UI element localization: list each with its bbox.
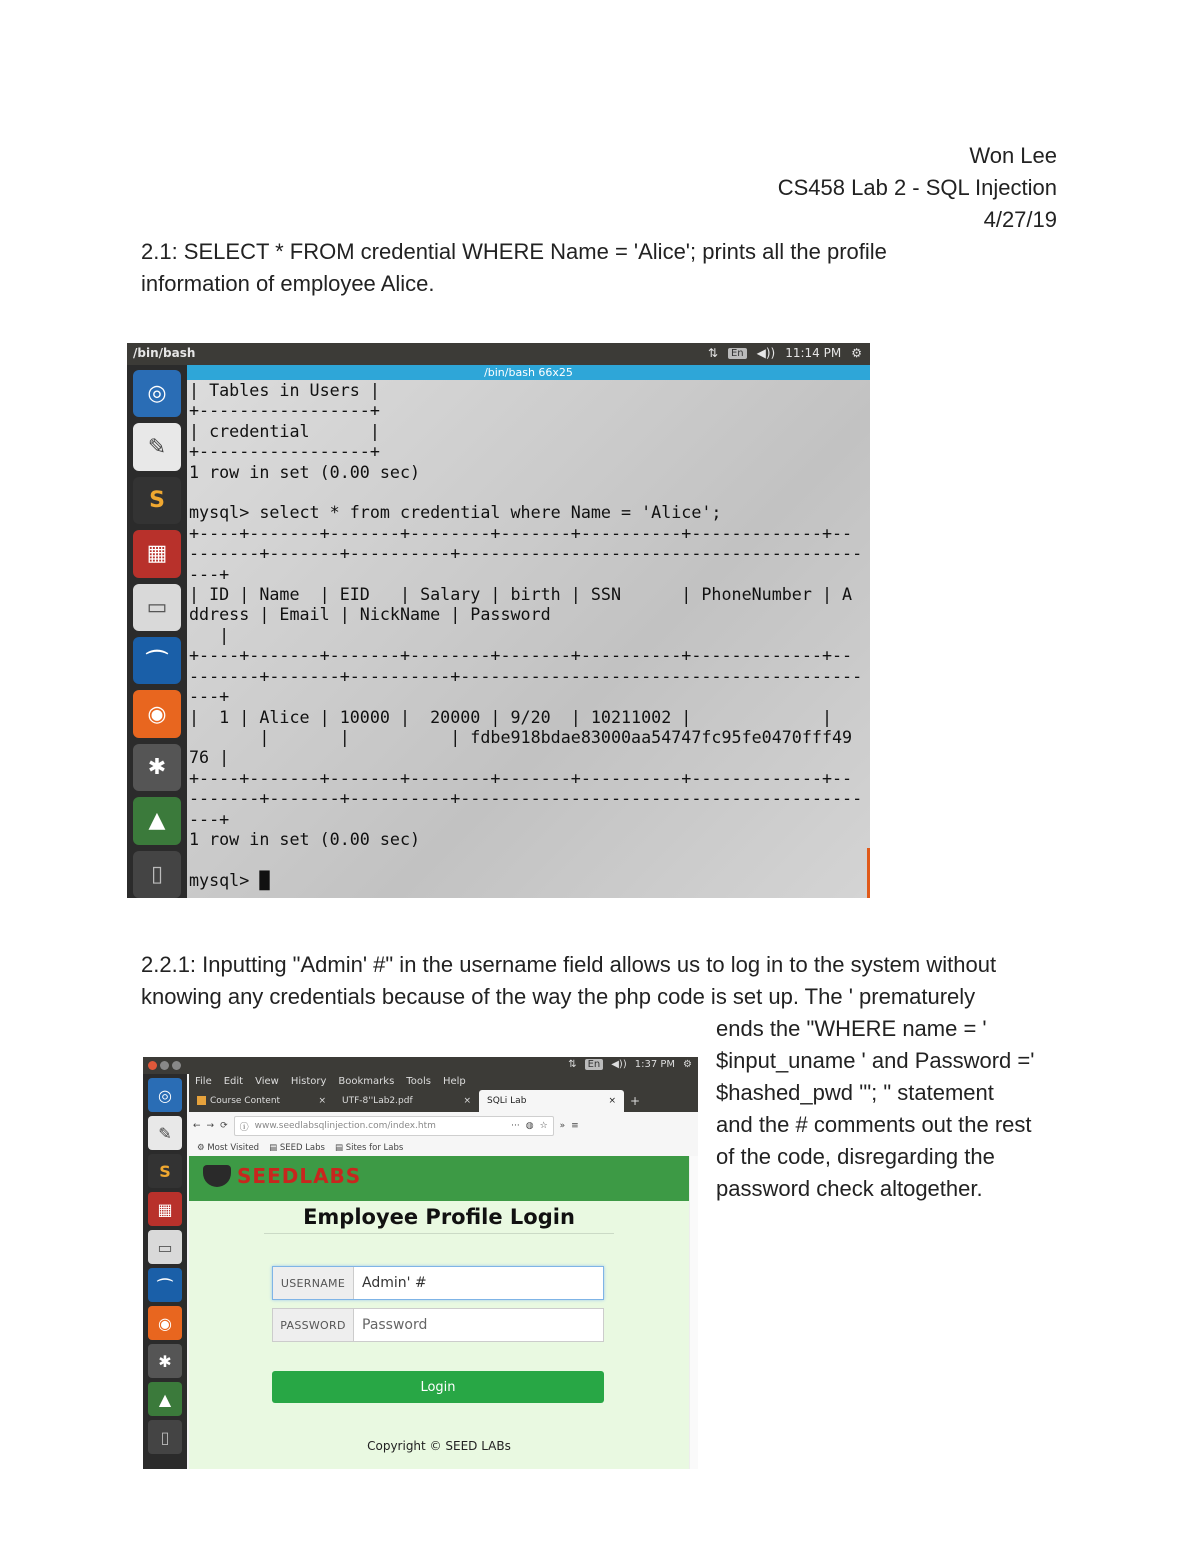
username-label: USERNAME bbox=[273, 1267, 354, 1299]
wireshark-icon[interactable]: ⌒ bbox=[133, 637, 181, 684]
menu-history[interactable]: History bbox=[290, 1076, 327, 1087]
volume-icon[interactable]: ◀)) bbox=[611, 1059, 627, 1070]
bookmarks-bar bbox=[189, 1140, 698, 1156]
files-icon[interactable]: ▭ bbox=[133, 584, 181, 631]
menu-tools[interactable]: Tools bbox=[406, 1076, 431, 1087]
new-tab-icon[interactable]: + bbox=[630, 1094, 641, 1108]
system-indicators bbox=[708, 346, 862, 360]
bookmark-star-icon[interactable]: ☆ bbox=[539, 1121, 548, 1131]
password-label: PASSWORD bbox=[273, 1309, 354, 1341]
launcher-sidebar bbox=[127, 365, 187, 898]
login-button[interactable]: Login bbox=[272, 1371, 604, 1403]
minimize-icon[interactable] bbox=[160, 1061, 169, 1070]
menu-view[interactable]: View bbox=[255, 1076, 279, 1087]
reload-icon[interactable]: ⟳ bbox=[220, 1121, 228, 1131]
software-updater-icon[interactable]: ▲ bbox=[148, 1382, 182, 1416]
overflow-icon[interactable]: » bbox=[559, 1121, 566, 1131]
login-page bbox=[189, 1201, 689, 1469]
tab-label: UTF-8''Lab2.pdf bbox=[342, 1096, 413, 1106]
sublime-text-icon[interactable]: S bbox=[148, 1154, 182, 1188]
paragraph-line: of the code, disregarding the bbox=[716, 1144, 995, 1169]
hamburger-menu-icon[interactable]: ≡ bbox=[571, 1121, 579, 1131]
paragraph-line: knowing any credentials because of the way the php code is set up. The ' prematurely bbox=[141, 984, 976, 1009]
close-tab-icon[interactable]: × bbox=[318, 1096, 326, 1106]
paragraph-line: $hashed_pwd '"; " statement bbox=[716, 1080, 994, 1105]
trash-icon[interactable]: ▯ bbox=[148, 1420, 182, 1454]
navigation-bar bbox=[189, 1112, 698, 1140]
text-editor-icon[interactable]: ✎ bbox=[133, 423, 181, 470]
system-indicators bbox=[568, 1059, 692, 1070]
files-icon[interactable]: ▭ bbox=[148, 1230, 182, 1264]
section-2-2-1-side-text bbox=[716, 1013, 1034, 1205]
page-title: Employee Profile Login bbox=[303, 1205, 575, 1229]
system-top-bar bbox=[143, 1057, 698, 1074]
bookmark-most-visited[interactable]: ⚙ Most Visited bbox=[197, 1143, 260, 1153]
paragraph-line: password check altogether. bbox=[716, 1176, 983, 1201]
tab-lab2-pdf[interactable] bbox=[334, 1090, 479, 1112]
terminal-screenshot bbox=[127, 343, 870, 898]
url-bar[interactable] bbox=[234, 1116, 554, 1136]
url-text: www.seedlabsqlinjection.com/index.htm bbox=[254, 1121, 436, 1131]
system-monitor-icon[interactable]: ▦ bbox=[148, 1192, 182, 1226]
close-icon[interactable] bbox=[148, 1061, 157, 1070]
terminal-output: | Tables in Users | +-----------------+ | credential | +-----------------+ 1 row in set (0.00 sec) mysql> select * from credential where Name = 'Alice'; +----+-------+-------+--------+-------+----------+-------------+-- -------+-------+----------+---------------------------------------- ---+ | ID | Name | EID | Salary | birth | SSN | PhoneNumber | A ddress | Email | NickName | Password | +----+-------+-------+--------+-------+----------+-------------+-- -------+-------+----------+---------------------------------------- ---+ | 1 | Alice | 10000 | 20000 | 9/20 | 10211002 | | | | | fdbe918bdae83000aa54747fc95fe0470fff49 76 | +----+-------+-------+--------+-------+----------+-------------+-- -------+-------+----------+---------------------------------------- ---+ 1 row in set (0.00 sec) mysql> █ bbox=[189, 380, 863, 890]
window-controls bbox=[148, 1061, 181, 1070]
maximize-icon[interactable] bbox=[172, 1061, 181, 1070]
back-icon[interactable]: ← bbox=[193, 1121, 201, 1131]
forward-icon[interactable]: → bbox=[206, 1121, 215, 1131]
section-2-1-text bbox=[141, 236, 887, 300]
close-tab-icon[interactable]: × bbox=[608, 1096, 616, 1106]
section-2-2-1-text bbox=[141, 949, 996, 1013]
firefox-icon[interactable]: ◉ bbox=[133, 690, 181, 737]
bookmark-label: Most Visited bbox=[207, 1143, 260, 1153]
shield-icon bbox=[203, 1165, 231, 1187]
settings-icon[interactable]: ✱ bbox=[148, 1344, 182, 1378]
close-tab-icon[interactable]: × bbox=[463, 1096, 471, 1106]
page-favicon-icon bbox=[197, 1096, 206, 1105]
menu-help[interactable]: Help bbox=[442, 1076, 466, 1087]
gear-icon[interactable]: ⚙ bbox=[683, 1059, 692, 1070]
menu-bar bbox=[189, 1074, 698, 1090]
wireshark-icon[interactable]: ⌒ bbox=[148, 1268, 182, 1302]
firefox-icon[interactable]: ◉ bbox=[148, 1306, 182, 1340]
tab-label: SQLi Lab bbox=[487, 1096, 527, 1106]
launcher-sidebar bbox=[143, 1074, 187, 1469]
terminal-tab-bar: /bin/bash 66x25 bbox=[187, 365, 870, 380]
keyboard-layout-indicator[interactable]: En bbox=[585, 1059, 604, 1070]
browser-screenshot bbox=[143, 1057, 698, 1469]
document-header bbox=[778, 140, 1057, 236]
seed-labs-logo[interactable] bbox=[203, 1164, 361, 1188]
system-monitor-icon[interactable]: ▦ bbox=[133, 530, 181, 577]
copyright-footer: Copyright © SEED LABs bbox=[367, 1439, 511, 1453]
menu-bookmarks[interactable]: Bookmarks bbox=[338, 1076, 395, 1087]
tab-label: Course Content bbox=[210, 1096, 281, 1106]
terminal-screen[interactable] bbox=[187, 380, 870, 898]
logo-text: SEEDLABS bbox=[237, 1164, 362, 1188]
bookmark-label: Sites for Labs bbox=[345, 1143, 404, 1153]
author-name: Won Lee bbox=[969, 143, 1057, 168]
tab-strip bbox=[189, 1090, 698, 1112]
paragraph-line: information of employee Alice. bbox=[141, 271, 435, 296]
paragraph-line: and the # comments out the rest bbox=[716, 1112, 1032, 1137]
window-title: /bin/bash bbox=[133, 346, 196, 360]
document-date: 4/27/19 bbox=[983, 207, 1057, 232]
divider bbox=[264, 1233, 614, 1234]
page-actions-icon[interactable]: ··· bbox=[511, 1121, 520, 1131]
network-icon[interactable]: ⇅ bbox=[707, 346, 718, 360]
sublime-text-icon[interactable]: S bbox=[133, 477, 181, 524]
bookmark-seed-labs[interactable]: ▤ SEED Labs bbox=[269, 1143, 325, 1153]
ubuntu-dash-icon[interactable]: ◎ bbox=[133, 370, 181, 417]
keyboard-layout-indicator[interactable]: En bbox=[728, 348, 747, 359]
clock[interactable]: 11:14 PM bbox=[785, 346, 842, 360]
trash-icon[interactable]: ▯ bbox=[133, 851, 181, 898]
software-updater-icon[interactable]: ▲ bbox=[133, 797, 181, 844]
tab-sqli-lab[interactable] bbox=[479, 1090, 624, 1112]
username-field[interactable] bbox=[272, 1266, 604, 1300]
clock[interactable]: 1:37 PM bbox=[634, 1059, 676, 1070]
password-input[interactable]: Password bbox=[362, 1317, 428, 1333]
menu-file[interactable]: File bbox=[195, 1076, 212, 1087]
pocket-icon[interactable]: ◍ bbox=[525, 1121, 534, 1131]
network-icon[interactable]: ⇅ bbox=[568, 1059, 577, 1070]
paragraph-line: 2.2.1: Inputting "Admin' #" in the username field allows us to log in to the system without bbox=[141, 952, 997, 977]
text-editor-icon[interactable]: ✎ bbox=[148, 1116, 182, 1150]
info-icon[interactable]: ⓘ bbox=[239, 1122, 249, 1133]
settings-icon[interactable]: ✱ bbox=[133, 744, 181, 791]
volume-icon[interactable]: ◀)) bbox=[756, 346, 776, 360]
password-field[interactable] bbox=[272, 1308, 604, 1342]
site-header bbox=[189, 1156, 689, 1201]
username-input[interactable]: Admin' # bbox=[362, 1275, 427, 1291]
tab-course-content[interactable] bbox=[189, 1090, 334, 1112]
course-title: CS458 Lab 2 - SQL Injection bbox=[777, 175, 1057, 200]
bookmark-label: SEED Labs bbox=[279, 1143, 325, 1153]
menu-edit[interactable]: Edit bbox=[223, 1076, 244, 1087]
paragraph-line: 2.1: SELECT * FROM credential WHERE Name = 'Alice'; prints all the profile bbox=[141, 239, 887, 264]
gear-icon[interactable]: ⚙ bbox=[851, 346, 862, 360]
ubuntu-dash-icon[interactable]: ◎ bbox=[148, 1078, 182, 1112]
paragraph-line: $input_uname ' and Password =' bbox=[716, 1048, 1035, 1073]
scroll-indicator bbox=[867, 848, 870, 898]
system-top-bar bbox=[127, 343, 870, 365]
scrollbar[interactable] bbox=[689, 1156, 698, 1469]
paragraph-line: ends the "WHERE name = ' bbox=[716, 1016, 987, 1041]
bookmark-sites-for-labs[interactable]: ▤ Sites for Labs bbox=[334, 1143, 404, 1153]
